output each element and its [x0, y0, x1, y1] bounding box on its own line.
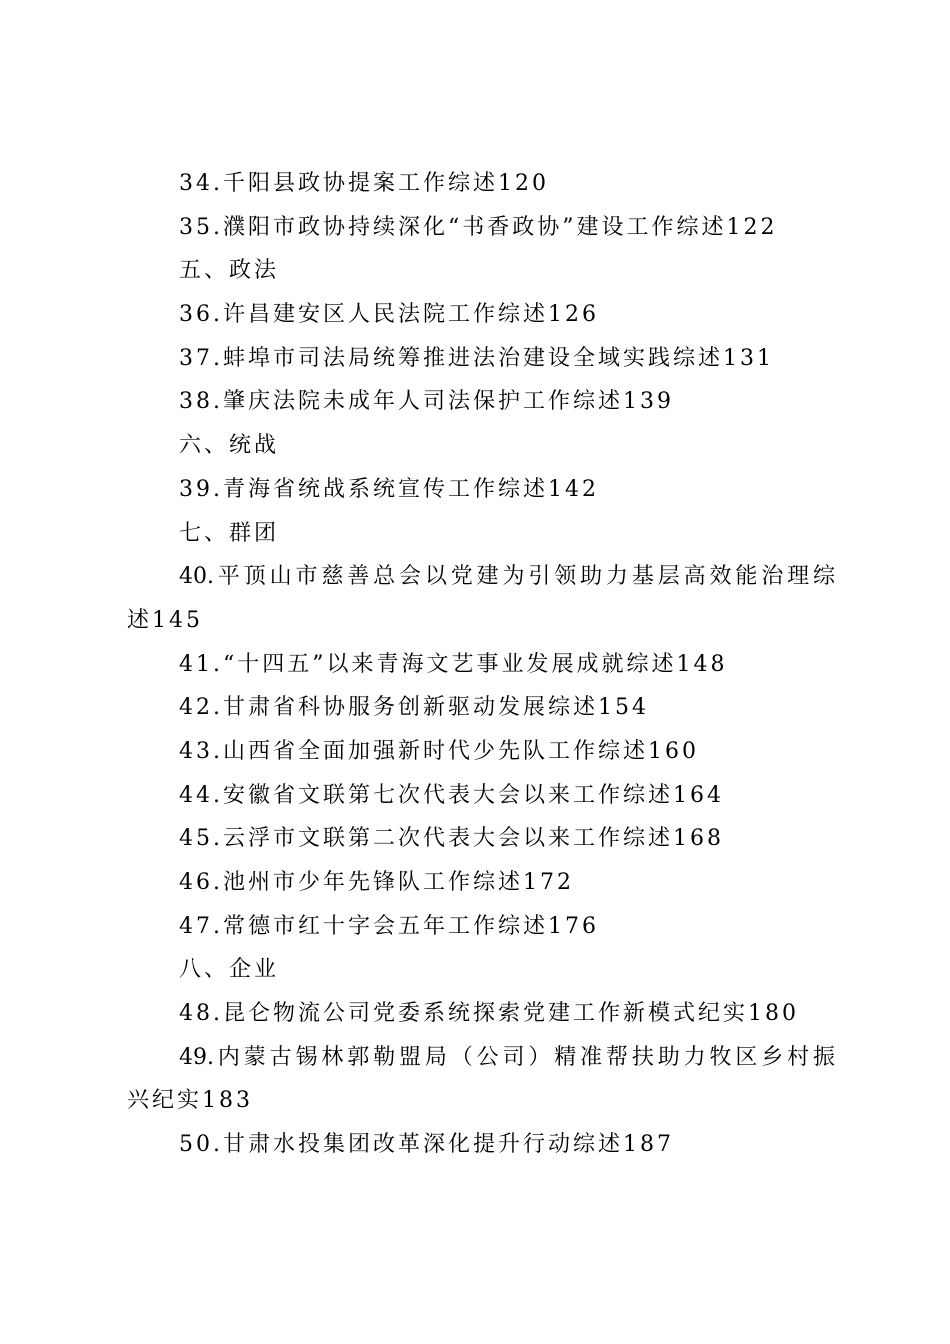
toc-entry-42: 42.甘肃省科协服务创新驱动发展综述154: [179, 695, 649, 721]
section-heading-mass-organizations: 七、群团: [179, 520, 280, 546]
section-heading-politics-law: 五、政法: [179, 258, 280, 284]
toc-entry-41: 41.“十四五”以来青海文艺事业发展成就综述148: [179, 651, 728, 677]
toc-entry-49-continuation: 兴纪实183: [127, 1088, 253, 1114]
toc-entry-35: 35.濮阳市政协持续深化“书香政协”建设工作综述122: [179, 214, 778, 240]
table-of-contents: [127, 162, 835, 1167]
toc-entry-40-continuation: 述145: [127, 607, 203, 633]
toc-entry-37: 37.蚌埠市司法局统筹推进法治建设全域实践综述131: [179, 345, 774, 371]
section-heading-enterprises: 八、企业: [179, 957, 280, 983]
toc-entry-49: 49.内蒙古锡林郭勒盟局（公司）精准帮扶助力牧区乡村振: [179, 1044, 835, 1070]
toc-entry-48: 48.昆仑物流公司党委系统探索党建工作新模式纪实180: [179, 1001, 799, 1027]
toc-entry-38: 38.肇庆法院未成年人司法保护工作综述139: [179, 389, 674, 415]
toc-entry-44: 44.安徽省文联第七次代表大会以来工作综述164: [179, 782, 724, 808]
toc-entry-40: 40.平顶山市慈善总会以党建为引领助力基层高效能治理综: [179, 564, 835, 590]
toc-entry-50: 50.甘肃水投集团改革深化提升行动综述187: [179, 1132, 674, 1158]
toc-entry-39: 39.青海省统战系统宣传工作综述142: [179, 476, 599, 502]
toc-entry-45: 45.云浮市文联第二次代表大会以来工作综述168: [179, 826, 724, 852]
toc-entry-36: 36.许昌建安区人民法院工作综述126: [179, 302, 599, 328]
section-heading-united-front: 六、统战: [179, 433, 280, 459]
toc-entry-47: 47.常德市红十字会五年工作综述176: [179, 913, 599, 939]
toc-entry-34: 34.千阳县政协提案工作综述120: [179, 171, 549, 196]
toc-entry-46: 46.池州市少年先锋队工作综述172: [179, 870, 574, 895]
toc-entry-43: 43.山西省全面加强新时代少先队工作综述160: [179, 738, 699, 764]
